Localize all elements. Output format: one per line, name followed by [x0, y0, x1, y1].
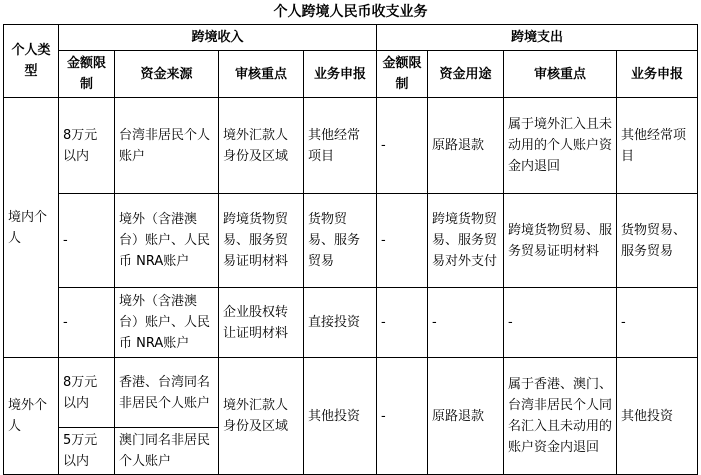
cross-border-rmb-table	[3, 24, 698, 475]
table-row	[4, 288, 698, 358]
header-report-out: 业务申报	[617, 51, 698, 98]
table-row	[4, 358, 698, 428]
person-type-overseas: 境外个人	[4, 358, 59, 475]
table-row	[4, 98, 698, 194]
cell-report-in: 其他经常项目	[304, 98, 377, 194]
cell-fund-source: 台湾非居民个人账户	[115, 98, 219, 194]
cell-report-out: -	[617, 288, 698, 358]
cell-limit-in: 8万元以内	[59, 98, 115, 194]
cell-report-out: 货物贸易、服务贸易	[617, 194, 698, 288]
cell-fund-source: 境外（含港澳台）账户、人民币 NRA账户	[115, 194, 219, 288]
cell-review-in: 企业股权转让证明材料	[219, 288, 304, 358]
table-title: 个人跨境人民币收支业务	[273, 4, 428, 20]
header-limit-in: 金额限制	[59, 51, 115, 98]
cell-fund-use: 原路退款	[428, 98, 504, 194]
cell-review-out: -	[504, 288, 617, 358]
cell-limit-in: -	[59, 288, 115, 358]
cell-review-out: 属于香港、澳门、台湾非居民个人同名汇入且未动用的账户资金内退回	[504, 358, 617, 475]
header-review-in: 审核重点	[219, 51, 304, 98]
cell-report-out: 其他投资	[617, 358, 698, 475]
header-review-out: 审核重点	[504, 51, 617, 98]
cell-report-in: 货物贸易、服务贸易	[304, 194, 377, 288]
header-outflow: 跨境支出	[377, 25, 698, 51]
cell-limit-out: -	[377, 288, 428, 358]
person-type-domestic: 境内个人	[4, 98, 59, 358]
table-row	[4, 194, 698, 288]
cell-review-out: 跨境货物贸易、服务贸易证明材料	[504, 194, 617, 288]
cell-report-out: 其他经常项目	[617, 98, 698, 194]
header-fund-use: 资金用途	[428, 51, 504, 98]
cell-review-in: 境外汇款人身份及区域	[219, 98, 304, 194]
cell-review-in: 跨境货物贸易、服务贸易证明材料	[219, 194, 304, 288]
cell-fund-use: -	[428, 288, 504, 358]
header-person-type: 个人类型	[4, 25, 59, 98]
cell-limit-in: -	[59, 194, 115, 288]
cell-fund-use: 跨境货物贸易、服务贸易对外支付	[428, 194, 504, 288]
cell-limit-in: 5万元以内	[59, 428, 115, 475]
cell-review-out: 属于境外汇入且未动用的个人账户资金内退回	[504, 98, 617, 194]
cell-limit-out: -	[377, 194, 428, 288]
cell-limit-out: -	[377, 358, 428, 475]
cell-fund-source: 澳门同名非居民个人账户	[115, 428, 219, 475]
header-inflow: 跨境收入	[59, 25, 377, 51]
cell-fund-source: 香港、台湾同名非居民个人账户	[115, 358, 219, 428]
cell-limit-out: -	[377, 98, 428, 194]
cell-fund-source: 境外（含港澳台）账户、人民币 NRA账户	[115, 288, 219, 358]
header-report-in: 业务申报	[304, 51, 377, 98]
cell-fund-use: 原路退款	[428, 358, 504, 475]
cell-report-in: 直接投资	[304, 288, 377, 358]
header-limit-out: 金额限制	[377, 51, 428, 98]
header-fund-source: 资金来源	[115, 51, 219, 98]
cell-limit-in: 8万元以内	[59, 358, 115, 428]
cell-review-in: 境外汇款人身份及区域	[219, 358, 304, 475]
cell-report-in: 其他投资	[304, 358, 377, 475]
